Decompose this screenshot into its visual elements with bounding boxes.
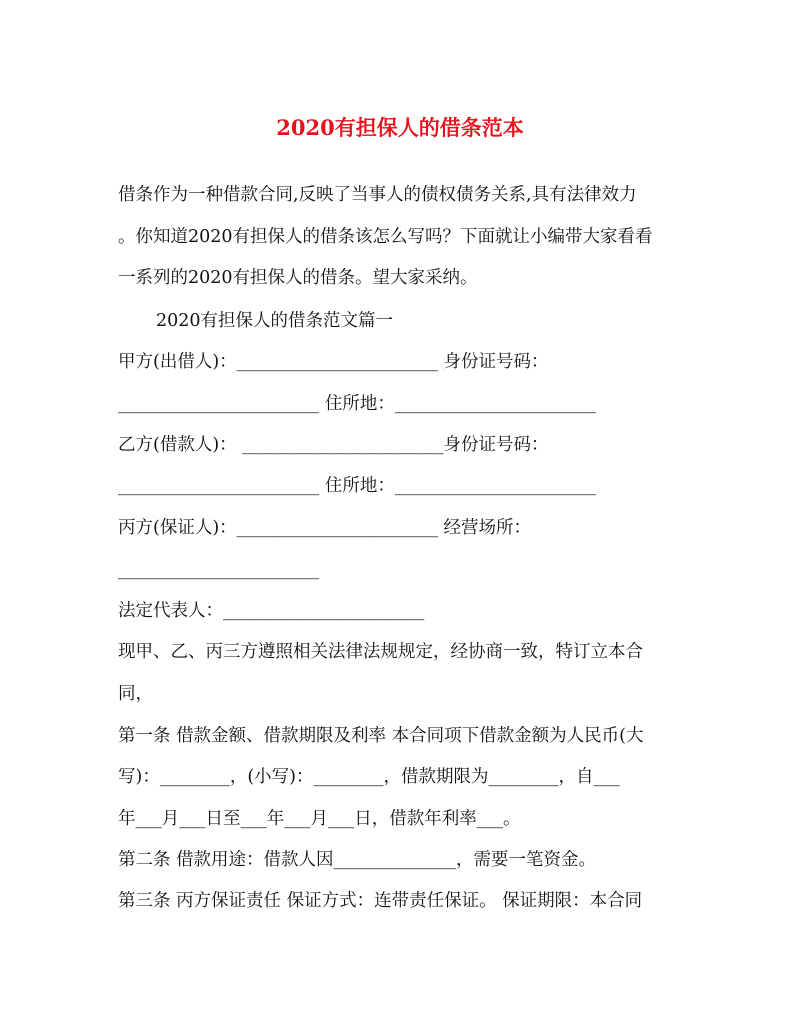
party-b-address-line: _______________________ 住所地：_______________________ — [118, 476, 597, 496]
party-a-address-line: _______________________ 住所地：_______________________ — [118, 394, 597, 414]
article-1-line: 写)：________，(小写)：________，借款期限为________，自___ — [118, 767, 620, 787]
party-c-line: 丙方(保证人)：_______________________ 经营场所： — [118, 518, 531, 538]
section-heading: 2020有担保人的借条范文篇一 — [156, 311, 394, 331]
article-1-line: 第一条 借款金额、借款期限及利率 本合同项下借款金额为人民币(大 — [118, 726, 644, 746]
article-3-line: 第三条 丙方保证责任 保证方式：连带责任保证。 保证期限：本合同 — [118, 891, 643, 911]
paragraph-line: 一系列的2020有担保人的借条。望大家采纳。 — [118, 268, 478, 288]
paragraph-line: 借条作为一种借款合同,反映了当事人的债权债务关系,具有法律效力 — [118, 185, 637, 205]
article-1-line: 年___月___日至___年___月___日，借款年利率___。 — [118, 809, 521, 829]
paragraph-line: 同， — [118, 684, 153, 704]
paragraph-line: 。你知道2020有担保人的借条该怎么写吗？下面就让小编带大家看看 — [118, 227, 653, 247]
party-b-line: 乙方(借款人)： _______________________身份证号码： — [118, 435, 549, 455]
paragraph-line: 现甲、乙、丙三方遵照相关法律法规规定，经协商一致，特订立本合 — [118, 642, 643, 662]
party-c-business-line: _______________________ — [118, 560, 320, 580]
party-a-line: 甲方(出借人)：_______________________ 身份证号码： — [118, 352, 549, 372]
legal-representative-line: 法定代表人：_______________________ — [118, 601, 425, 621]
article-2-line: 第二条 借款用途：借款人因______________，需要一笔资金。 — [118, 850, 597, 870]
document-title: 2020有担保人的借条范本 — [276, 115, 524, 140]
